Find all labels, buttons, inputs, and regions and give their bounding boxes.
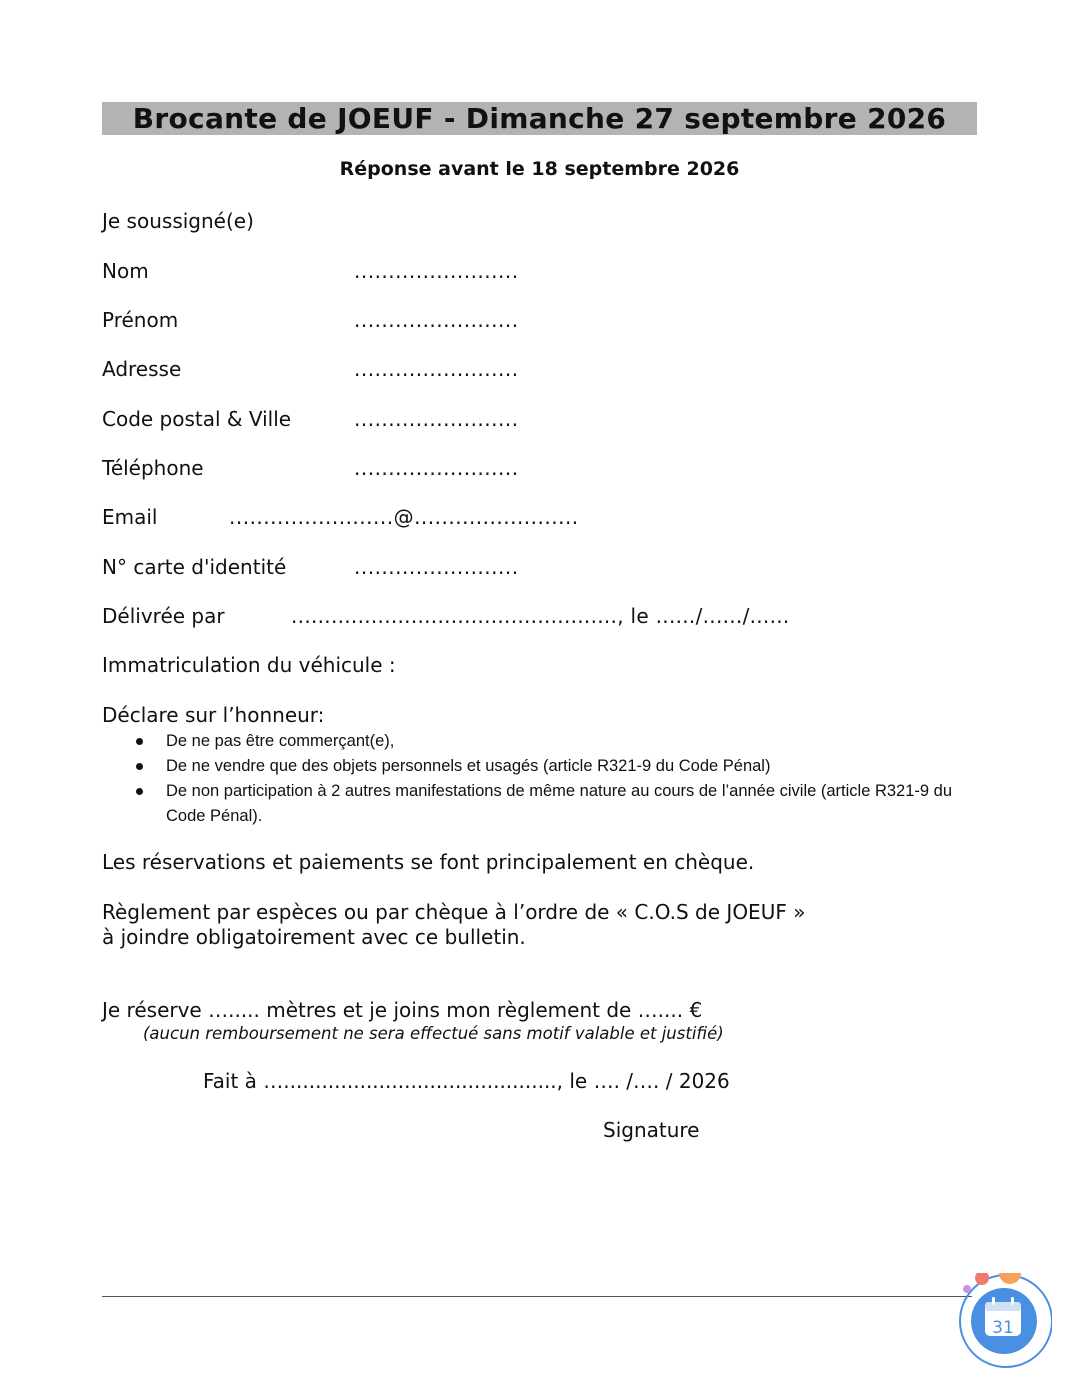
field-label-code-postal: Code postal & Ville xyxy=(102,407,292,431)
reservation-line: Je réserve …..... mètres et je joins mon règlement de ….... € xyxy=(102,998,703,1022)
refund-note: (aucun remboursement ne sera effectué sans motif valable et justifié) xyxy=(143,1024,724,1043)
purple-dot xyxy=(963,1285,971,1293)
payment-method-line2: à joindre obligatoirement avec ce bulletin. xyxy=(102,925,526,949)
calendar-day-number: 31 xyxy=(992,1318,1014,1338)
field-dots-prenom: ........................ xyxy=(354,308,519,332)
payment-info: Les réservations et paiements se font principalement en chèque. xyxy=(102,850,755,874)
calendar-widget[interactable] xyxy=(956,1273,1052,1369)
payment-method-line1: Règlement par espèces ou par chèque à l’ordre de « C.O.S de JOEUF » xyxy=(102,900,806,924)
field-label-issued-by: Délivrée par xyxy=(102,604,225,628)
declaration-item: De ne pas être commerçant(e), xyxy=(102,729,982,754)
declaration-heading: Déclare sur l’honneur: xyxy=(102,703,325,727)
field-dots-code-postal: ........................ xyxy=(354,407,519,431)
footer-divider xyxy=(102,1296,972,1297)
field-dots-adresse: ........................ xyxy=(354,357,519,381)
declaration-list xyxy=(102,729,982,829)
field-label-adresse: Adresse xyxy=(102,357,182,381)
orange-dot xyxy=(999,1273,1021,1284)
field-dots-nom: ........................ xyxy=(354,259,519,283)
signature-label: Signature xyxy=(603,1118,700,1142)
red-dot xyxy=(975,1273,989,1285)
field-label-id-card: N° carte d'identité xyxy=(102,555,287,579)
response-deadline: Réponse avant le 18 septembre 2026 xyxy=(339,158,740,180)
intro-text: Je soussigné(e) xyxy=(102,209,254,233)
field-label-telephone: Téléphone xyxy=(102,456,204,480)
document-title: Brocante de JOEUF - Dimanche 27 septembre 2026 xyxy=(102,102,977,135)
calendar-ring-right xyxy=(1011,1297,1014,1305)
vehicle-registration-label: Immatriculation du véhicule : xyxy=(102,653,396,677)
calendar-icon[interactable] xyxy=(956,1273,1052,1369)
place-date-line: Fait à …..........................................., le …. /…. / 2026 xyxy=(203,1069,730,1093)
field-dots-email: ........................@........................ xyxy=(229,505,579,529)
calendar-ring-left xyxy=(992,1297,995,1305)
declaration-item: De ne vendre que des objets personnels et usagés (article R321-9 du Code Pénal) xyxy=(102,754,982,779)
calendar-header xyxy=(985,1302,1021,1311)
field-label-prenom: Prénom xyxy=(102,308,179,332)
field-dots-id-card: ........................ xyxy=(354,555,519,579)
declaration-item: De non participation à 2 autres manifestations de même nature au cours de l’année civile (article R321-9 du Code Pénal). xyxy=(102,779,982,829)
field-dots-issued-by: ................................................., le ....../....../...... xyxy=(291,604,790,628)
field-dots-telephone: ........................ xyxy=(354,456,519,480)
field-label-nom: Nom xyxy=(102,259,149,283)
field-label-email: Email xyxy=(102,505,158,529)
